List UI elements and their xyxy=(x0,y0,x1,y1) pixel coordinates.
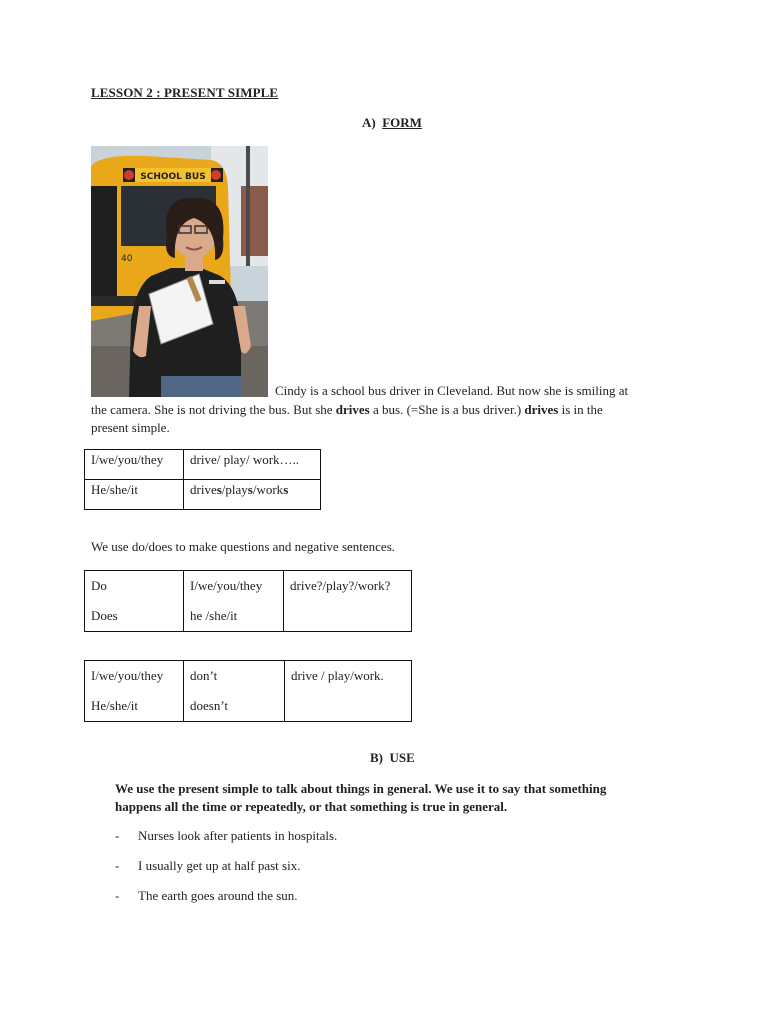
intro-line-3: present simple. xyxy=(91,420,170,435)
question-aux-cell xyxy=(85,571,184,632)
section-a-label: FORM xyxy=(382,115,422,130)
aux-does: Does xyxy=(91,608,118,623)
use-text-line-2: happens all the time or repeatedly, or that something is true in general. xyxy=(115,799,508,814)
bus-number-text: 40 xyxy=(121,254,133,264)
verb-work: /work xyxy=(252,482,284,497)
question-subject-cell xyxy=(184,571,284,632)
example-item xyxy=(115,888,298,904)
verb-suffix-s: s xyxy=(247,482,253,497)
bus-driver-photo xyxy=(91,146,268,397)
bullet-dash: - xyxy=(115,858,120,873)
subject-plural: I/we/you/they xyxy=(91,668,164,683)
use-text-line-1: We use the present simple to talk about things in general. We use it to say that something xyxy=(115,781,607,796)
verb-suffix-s: s xyxy=(283,482,289,497)
section-b-heading xyxy=(370,750,415,766)
negative-subject-cell xyxy=(85,661,184,722)
form-table-row xyxy=(85,480,321,510)
intro-bold-drives-1: drives xyxy=(335,402,370,417)
negative-aux-cell xyxy=(184,661,285,722)
negative-table-row xyxy=(85,661,412,722)
negative-table xyxy=(84,660,412,722)
intro-line-2-c: a bus. (=She is a bus driver.) xyxy=(369,402,525,417)
use-text xyxy=(115,780,715,816)
form-table xyxy=(84,449,321,510)
intro-line-1: Cindy is a school bus driver in Cleveland. But now she is smiling at xyxy=(275,383,629,398)
aux-dont: don’t xyxy=(190,668,218,683)
verb-suffix-s: s xyxy=(216,482,222,497)
question-verbs-cell: drive?/play?/work? xyxy=(284,571,412,632)
example-text: Nurses look after patients in hospitals. xyxy=(138,828,338,843)
intro-line-2-e: is in the xyxy=(558,402,603,417)
example-text: The earth goes around the sun. xyxy=(138,888,298,903)
section-a-letter: A) xyxy=(362,115,376,130)
section-b-letter: B) xyxy=(370,750,383,765)
verb-play: /play xyxy=(221,482,248,497)
form-subject-singular: He/she/it xyxy=(85,480,184,510)
bullet-dash: - xyxy=(115,888,120,903)
example-item xyxy=(115,828,337,844)
aux-doesnt: doesn’t xyxy=(190,698,229,713)
question-table-row xyxy=(85,571,412,632)
subject-plural: I/we/you/they xyxy=(190,578,263,593)
form-table-row xyxy=(85,450,321,480)
intro-bold-drives-2: drives xyxy=(524,402,559,417)
form-verbs-base: drive/ play/ work….. xyxy=(184,450,321,480)
bus-sign-text: SCHOOL BUS xyxy=(140,172,206,182)
example-text: I usually get up at half past six. xyxy=(138,858,301,873)
aux-do: Do xyxy=(91,578,107,593)
example-item xyxy=(115,858,300,874)
intro-line-2-a: the camera. She is not driving the bus. But she xyxy=(91,402,336,417)
subject-singular: He/she/it xyxy=(91,698,138,713)
negative-verbs-cell: drive / play/work. xyxy=(285,661,412,722)
verb-drive: drive xyxy=(190,482,217,497)
section-a-heading xyxy=(362,115,422,131)
question-table xyxy=(84,570,412,632)
photo-illustration xyxy=(91,146,268,397)
do-does-sentence: We use do/does to make questions and negative sentences. xyxy=(91,539,396,554)
intro-line-2 xyxy=(91,401,691,419)
form-subject-plural: I/we/you/they xyxy=(85,450,184,480)
lesson-title: LESSON 2 : PRESENT SIMPLE xyxy=(91,85,279,100)
section-b-label: USE xyxy=(389,750,415,765)
form-verbs-s xyxy=(184,480,321,510)
bullet-dash: - xyxy=(115,828,120,843)
subject-singular: he /she/it xyxy=(190,608,238,623)
